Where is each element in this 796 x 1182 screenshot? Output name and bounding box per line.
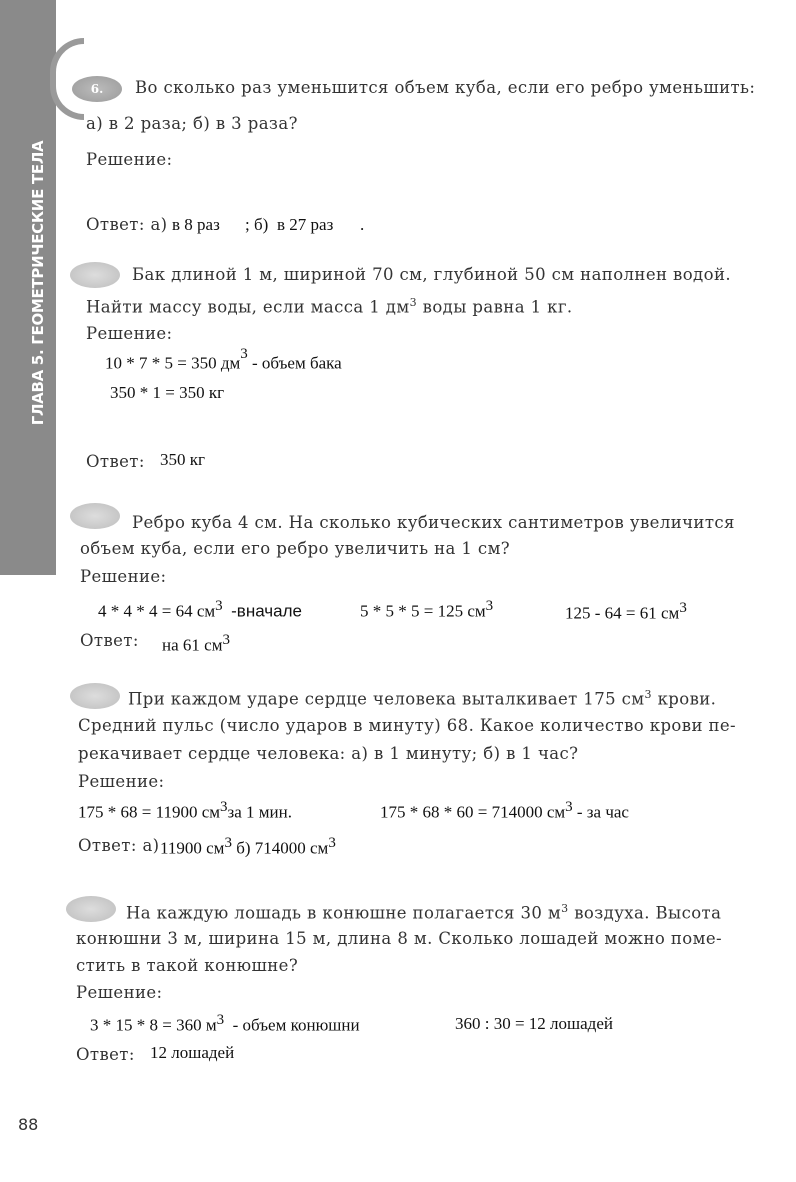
answer-value: 12 лошадей [150,1043,235,1062]
problem-text [86,296,573,317]
text: 3 * 15 * 8 = 360 м [90,1015,217,1035]
chapter-sidebar [0,0,56,575]
problem-text: конюшни 3 м, ширина 15 м, длина 8 м. Сколько лошадей можно поме- [76,929,722,948]
text: 125 - 64 = 61 см [565,603,680,623]
text: воды равна 1 кг. [417,297,573,317]
answer-value [160,835,336,859]
problem-text: Бак длиной 1 м, шириной 70 см, глубиной 50 см наполнен водой. [132,265,731,284]
text: Найти массу воды, если масса 1 дм [86,297,410,317]
solution-work [78,799,292,823]
text: 10 * 7 * 5 = 350 дм [105,353,241,373]
solution-work [565,600,687,624]
solution-work: 360 : 30 = 12 лошадей [455,1014,613,1033]
superscript: 3 [224,835,232,851]
solution-label: Решение: [78,772,165,791]
problem-text [126,902,721,923]
problem-text: стить в такой конюшне? [76,956,299,975]
problem-text: а) в 2 раза; б) в 3 раза? [86,114,298,133]
solution-work [360,598,493,622]
solution-work: 350 * 1 = 350 кг [110,383,225,402]
problem-text: объем куба, если его ребро увеличить на 1 см? [80,539,511,558]
superscript: 3 [222,632,230,648]
answer-value: в 8 раз [172,215,220,234]
problem-text: Ребро куба 4 см. На сколько кубических сантиметров увеличится [132,513,735,532]
problem-number-badge [70,262,120,288]
solution-work [98,598,302,622]
superscript: 3 [328,835,336,851]
answer-value: в 27 раз [277,215,334,234]
answer-label: Ответ: [80,631,139,650]
text: 11900 см [160,838,225,858]
text: крови. [651,689,717,709]
text: - за час [576,802,629,822]
chapter-title: ГЛАВА 5. ГЕОМЕТРИЧЕСКИЕ ТЕЛА [29,140,47,426]
problem-number-badge [66,896,116,922]
text: 175 * 68 * 60 = 714000 см [380,802,566,822]
superscript: 3 [561,902,569,915]
text: 4 * 4 * 4 = 64 см [98,601,216,621]
text: 5 * 5 * 5 = 125 см [360,601,486,621]
text: воздуха. Высота [568,903,722,923]
superscript: 3 [485,598,494,614]
text: На каждую лошадь в конюшне полагается 30 м [126,903,562,923]
superscript: 3 [220,799,228,815]
problem-text [128,688,716,709]
answer-value [162,632,230,656]
text: на 61 см [162,635,223,655]
text: за 1 мин. [227,802,292,822]
solution-label: Решение: [86,324,173,343]
text: 175 * 68 = 11900 см [78,802,221,822]
solution-work [105,346,342,374]
superscript: 3 [215,598,223,614]
problem-text: Средний пульс (число ударов в минуту) 68. Какое количество крови пе- [78,716,737,735]
text: -вначале [231,601,302,621]
superscript: 3 [644,688,652,701]
superscript: 3 [679,600,687,616]
solution-label: Решение: [76,983,163,1002]
problem-number-badge [70,503,120,529]
answer-value: 350 кг [160,450,205,469]
solution-work [90,1012,360,1036]
text: - объем бака [252,353,342,373]
problem-text: Во сколько раз уменьшится объем куба, если его ребро уменьшить: [135,78,756,97]
page-number: 88 [18,1115,39,1134]
answer-label: Ответ: а) [86,215,168,234]
text: - объем конюшни [232,1015,360,1035]
problem-number-badge: 6. [72,76,122,102]
answer-separator: ; б) [245,215,269,234]
superscript: 3 [565,799,573,815]
text: б) 714000 см [236,838,329,858]
solution-work [380,799,629,823]
superscript: 3 [240,346,248,362]
answer-label: Ответ: [86,452,145,471]
text: При каждом ударе сердце человека выталкивает 175 см [128,689,645,709]
solution-label: Решение: [86,150,173,169]
answer-label: Ответ: [76,1045,135,1064]
answer-period: . [360,215,365,234]
problem-number-badge [70,683,120,709]
superscript: 3 [409,296,418,309]
answer-label: Ответ: а) [78,836,160,855]
problem-text: рекачивает сердце человека: а) в 1 минуту; б) в 1 час? [78,744,579,763]
solution-label: Решение: [80,567,167,586]
superscript: 3 [216,1012,225,1028]
